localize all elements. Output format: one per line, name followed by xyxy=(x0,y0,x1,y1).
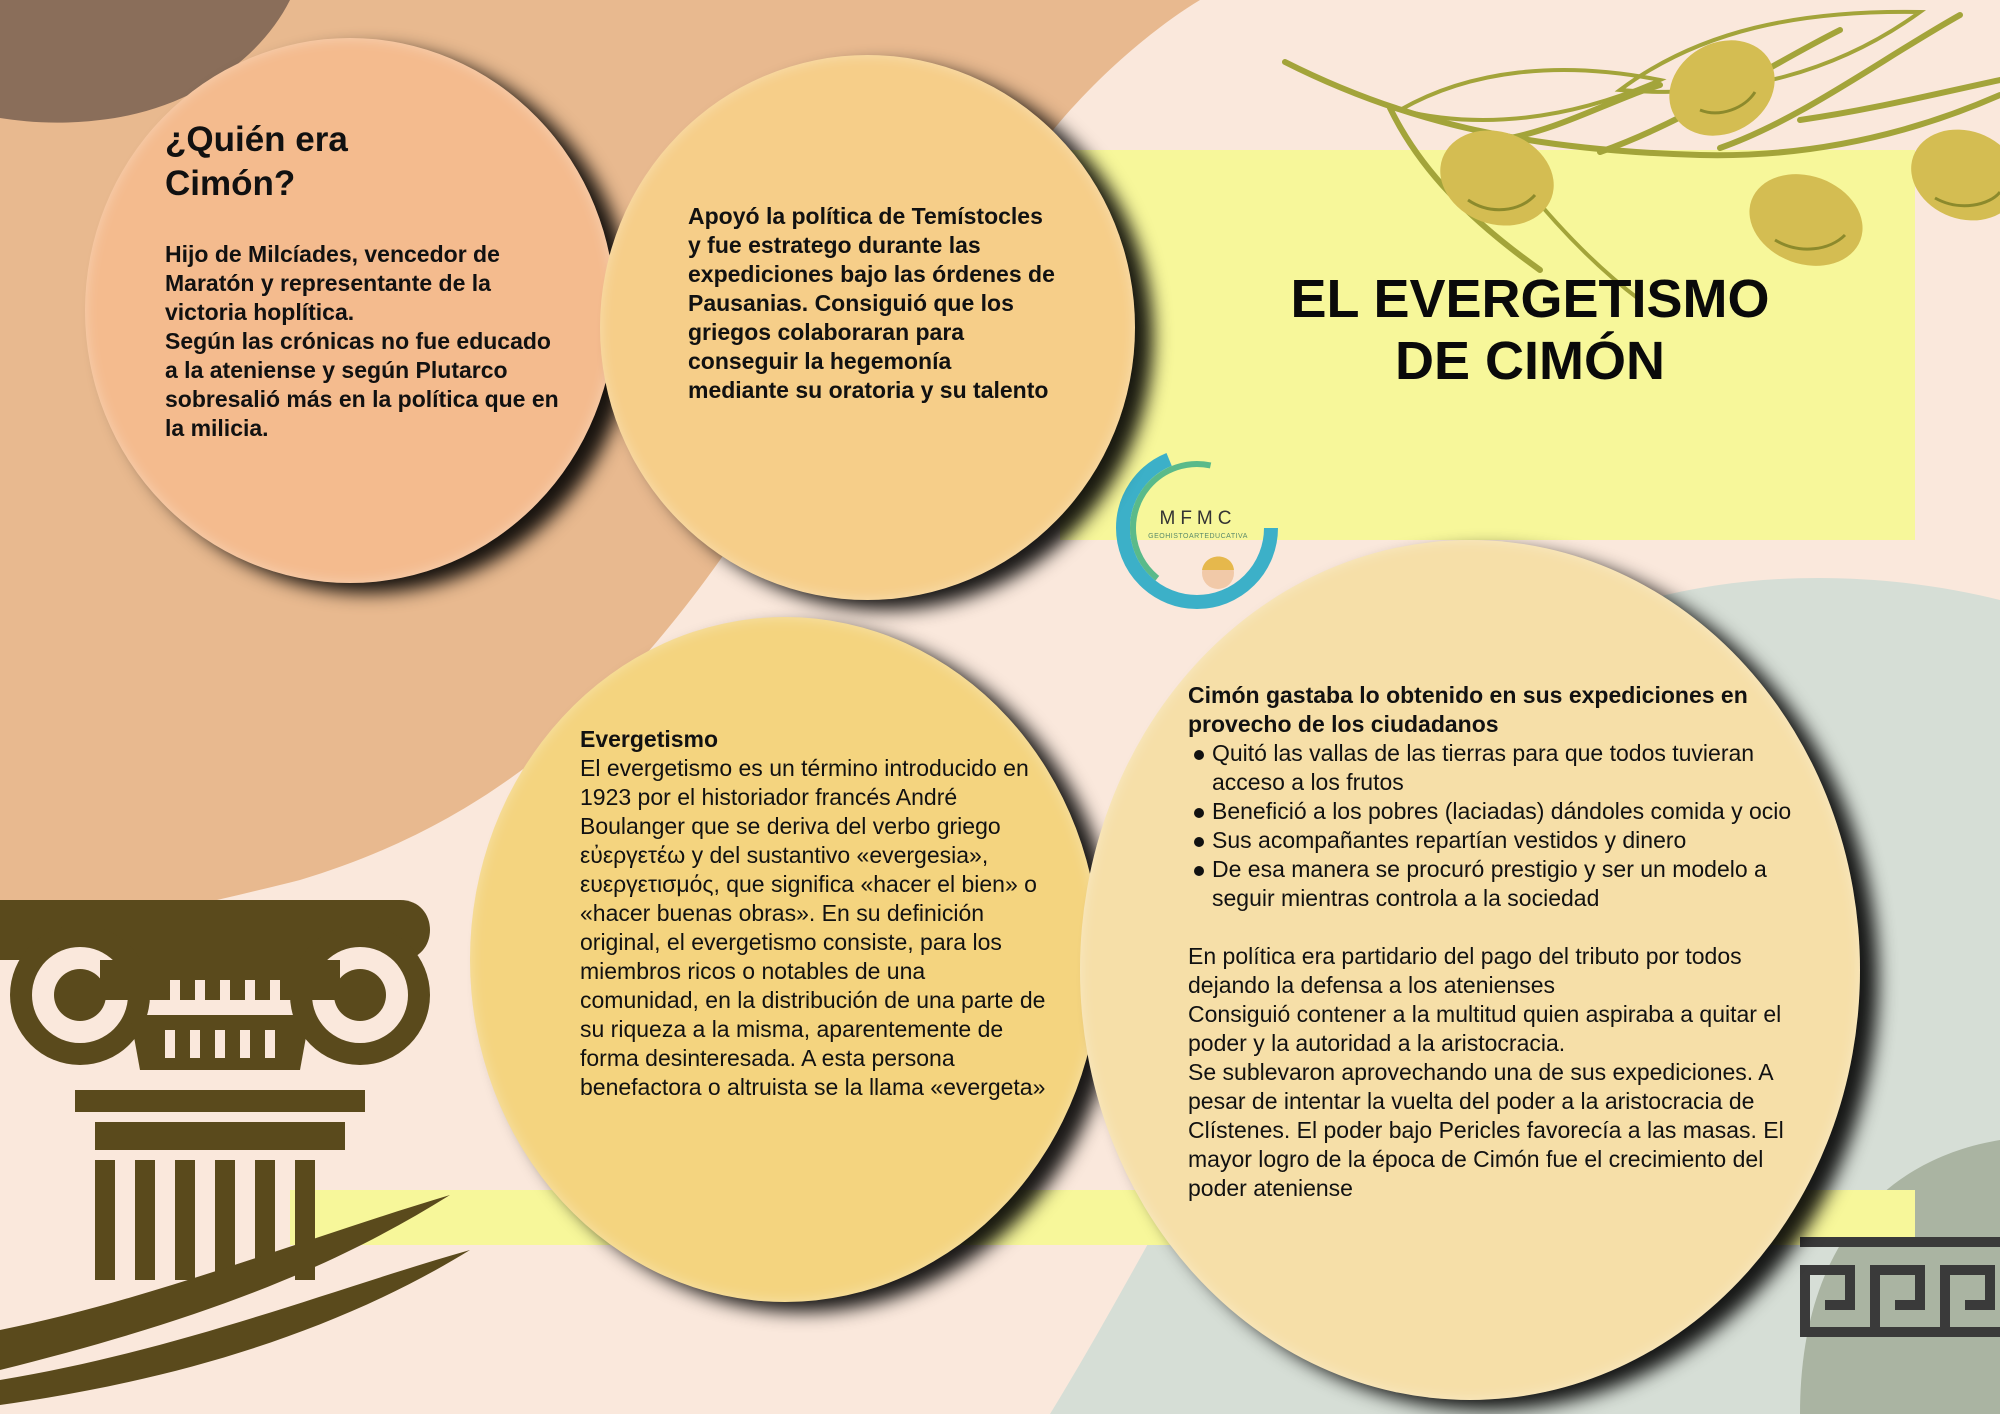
who-was-cimon-title xyxy=(165,118,545,206)
evergetism-title: Evergetismo xyxy=(580,726,719,752)
logo-name: MFMC xyxy=(1159,508,1237,529)
deeds-list xyxy=(1190,739,1810,913)
list-item: Benefició a los pobres (laciadas) dándoles comida y ocio xyxy=(1190,797,1810,826)
who-was-cimon-title-line2: Cimón? xyxy=(165,164,296,203)
deeds-body: En política era partidario del pago del tributo por todos dejando la defensa a los atenienses Consiguió contener a la multitud quien aspiraba a quitar el poder y la autoridad a la aristocracia. Se sublevaron aprovechando una de sus expediciones. A pesar de intentar la vuelta del poder a la aristocracia de Clístenes. El poder bajo Pericles favorecía a las masas. El mayor logro de la época de Cimón fue el crecimiento del poder ateniense xyxy=(1188,943,1784,1201)
page-title-line1: EL EVERGETISMO xyxy=(1290,269,1770,329)
deeds-title: Cimón gastaba lo obtenido en sus expediciones en provecho de los ciudadanos xyxy=(1188,682,1748,737)
evergetism-body: El evergetismo es un término introducido en 1923 por el historiador francés André Boulanger que se deriva del verbo griego εὐεργετέω y del sustantivo «evergesia», ευεργετισμός, que significa «hacer el bien» o «hacer buenas obras». En su definición original, el evergetismo consiste, para los miembros ricos o notables de una comunidad, en la distribución de una parte de su riqueza a la misma, aparentemente de forma desinteresada. A esta persona benefactora o altruista se la llama «evergeta» xyxy=(580,755,1046,1100)
who-was-cimon-body: Hijo de Milcíades, vencedor de Maratón y representante de la victoria hoplítica. Según las crónicas no fue educado a la ateniense y según Plutarco sobresalió más en la política que en la milicia. xyxy=(165,241,559,441)
logo-subtitle: GEOHISTOARTEDUCATIVA xyxy=(1148,533,1248,540)
list-item: Sus acompañantes repartían vestidos y dinero xyxy=(1190,826,1810,855)
page-title xyxy=(1235,268,1825,392)
list-item: De esa manera se procuró prestigio y ser un modelo a seguir mientras controla a la sociedad xyxy=(1190,855,1810,913)
list-item: Quitó las vallas de las tierras para que todos tuvieran acceso a los frutos xyxy=(1190,739,1810,797)
who-was-cimon-title-line1: ¿Quién era xyxy=(165,120,348,159)
politics-body: Apoyó la política de Temístocles y fue estratego durante las expediciones bajo las órdenes de Pausanias. Consiguió que los griegos colaboraran para conseguir la hegemonía mediante su oratoria y su talento xyxy=(688,203,1055,403)
page-title-line2: DE CIMÓN xyxy=(1395,331,1665,391)
